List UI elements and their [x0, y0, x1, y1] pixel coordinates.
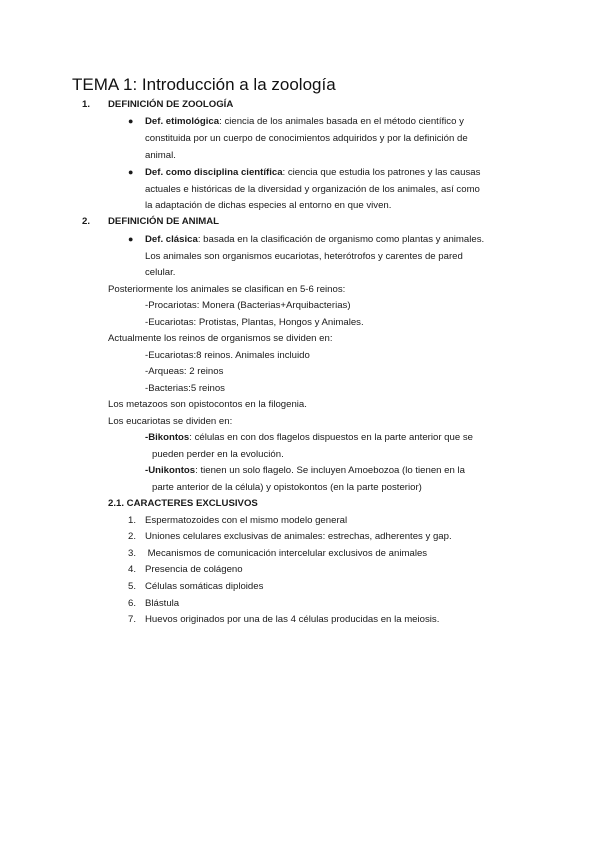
def-etimologica-line-3: animal.	[145, 150, 176, 161]
list-item-number: 6.	[128, 598, 137, 609]
paragraph-reinos-actual: Actualmente los reinos de organismos se dividen en:	[108, 333, 333, 344]
def-clasica-line-1	[145, 231, 484, 248]
def-etimologica-text: : ciencia de los animales basada en el método científico y	[219, 116, 464, 127]
list-item: Presencia de colágeno	[145, 564, 243, 575]
page-title: TEMA 1: Introducción a la zoología	[72, 75, 336, 94]
paragraph-metazoos: Los metazoos son opistocontos en la filogenia.	[108, 399, 307, 410]
bikontos-line-1	[145, 429, 473, 446]
subsection-2-1-heading: 2.1. CARACTERES EXCLUSIVOS	[108, 498, 258, 509]
list-item: Mecanismos de comunicación intercelular exclusivos de animales	[145, 548, 428, 559]
def-etimologica-line-1	[145, 113, 464, 130]
unikontos-text: : tienen un solo flagelo. Se incluyen Amoebozoa (lo tienen en la	[195, 465, 465, 476]
bikontos-text: : células en con dos flagelos dispuestos en la parte anterior que se	[189, 432, 473, 443]
list-item-number: 5.	[128, 581, 137, 592]
bikontos-term: -Bikontos	[145, 432, 190, 443]
def-clasica-line-3: celular.	[145, 267, 176, 278]
def-clasica-text: : basada en la clasificación de organismo como plantas y animales.	[197, 234, 485, 245]
section-2-number: 2.	[82, 216, 91, 227]
list-item: Uniones celulares exclusivas de animales: estrechas, adherentes y gap.	[145, 531, 452, 542]
bullet-icon: ●	[128, 234, 134, 244]
unikontos-line-1	[145, 462, 465, 479]
def-disciplina-line-1	[145, 164, 480, 181]
reino-arqueas: -Arqueas: 2 reinos	[145, 366, 224, 377]
def-disciplina-text: : ciencia que estudia los patrones y las causas	[282, 167, 481, 178]
list-item: Huevos originados por una de las 4 células producidas en la meiosis.	[145, 614, 440, 625]
list-item-number: 1.	[128, 515, 137, 526]
list-item-number: 4.	[128, 564, 137, 575]
unikontos-term: -Unikontos	[145, 465, 196, 476]
section-1-number: 1.	[82, 99, 91, 110]
list-item-number: 7.	[128, 614, 137, 625]
def-clasica-line-2: Los animales son organismos eucariotas, heterótrofos y carentes de pared	[145, 251, 463, 262]
list-item-number: 2.	[128, 531, 137, 542]
unikontos-line-2: parte anterior de la célula) y opistokontos (en la parte posterior)	[152, 482, 422, 493]
reino-eucariotas: -Eucariotas: Protistas, Plantas, Hongos y Animales.	[145, 317, 364, 328]
def-disciplina-line-3: la adaptación de dichas especies al entorno en que viven.	[145, 200, 392, 211]
paragraph-eucariotas-division: Los eucariotas se dividen en:	[108, 416, 233, 427]
list-item-number: 3.	[128, 548, 137, 559]
def-etimologica-term: Def. etimológica	[145, 116, 220, 127]
def-disciplina-line-2: actuales e históricas de la diversidad y organización de los animales, así como	[145, 184, 480, 195]
def-etimologica-line-2: constituida por un cuerpo de conocimientos adquiridos y por la definición de	[145, 133, 468, 144]
paragraph-reinos-5-6: Posteriormente los animales se clasifican en 5-6 reinos:	[108, 284, 346, 295]
section-1-heading: DEFINICIÓN DE ZOOLOGÍA	[108, 99, 234, 110]
reino-eucariotas-actual: -Eucariotas:8 reinos. Animales incluido	[145, 350, 310, 361]
reino-bacterias: -Bacterias:5 reinos	[145, 383, 225, 394]
list-item: Espermatozoides con el mismo modelo general	[145, 515, 348, 526]
def-disciplina-term: Def. como disciplina científica	[145, 167, 283, 178]
list-item: Blástula	[145, 598, 180, 609]
section-2-heading: DEFINICIÓN DE ANIMAL	[108, 216, 220, 227]
list-item: Células somáticas diploides	[145, 581, 264, 592]
reino-procariotas: -Procariotas: Monera (Bacterias+Arquibacterias)	[145, 300, 351, 311]
bullet-icon: ●	[128, 116, 134, 126]
bullet-icon: ●	[128, 167, 134, 177]
def-clasica-term: Def. clásica	[145, 234, 198, 245]
bikontos-line-2: pueden perder en la evolución.	[152, 449, 284, 460]
